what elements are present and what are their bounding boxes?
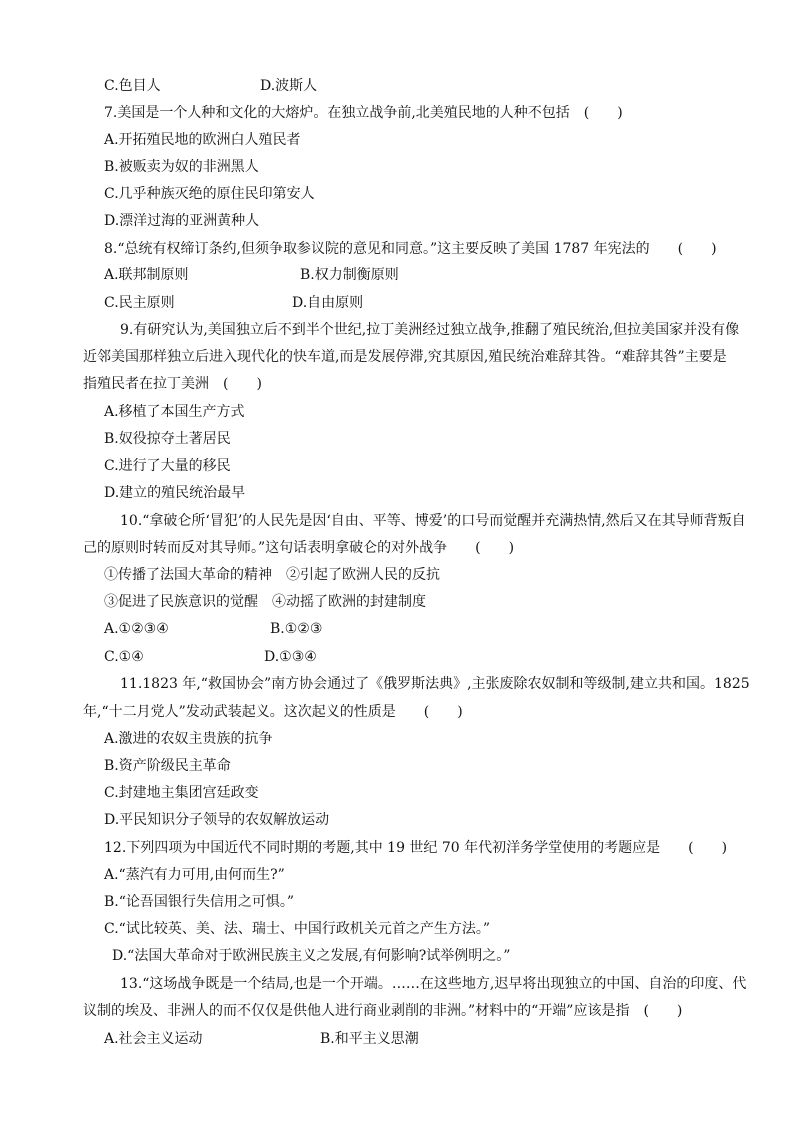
q10-stem-line-2: 己的原则时转而反对其导师。”这句话表明拿破仑的对外战争 ( ) — [83, 540, 515, 556]
q11-option-c: C.封建地主集团宫廷政变 — [104, 785, 259, 801]
q8-option-a: A.联邦制原则 — [104, 267, 189, 283]
q12-stem: 12.下列四项为中国近代不同时期的考题,其中 19 世纪 70 年代初洋务学堂使用的考题应是 ( ) — [104, 840, 728, 856]
q13-stem-line-1: 13.“这场战争既是一个结局,也是一个开端。……在这些地方,迟早将出现独立的中国、自治的印度、代 — [120, 976, 747, 992]
q10-stem-line-1: 10.“拿破仑所‘冒犯’的人民先是因‘自由、平等、博爱’的口号而觉醒并充满热情,然后又在其导师背叛自 — [120, 513, 746, 529]
q13-option-a: A.社会主义运动 — [104, 1031, 203, 1047]
q12-option-a: A.“蒸汽有力可用,由何而生?” — [104, 867, 285, 883]
q10-statements-1: ①传播了法国大革命的精神 ②引起了欧洲人民的反抗 — [104, 567, 440, 583]
q13-stem-line-2: 议制的埃及、非洲人的而不仅仅是供他人进行商业剥削的非洲。”材料中的“开端”应该是指 ( ) — [83, 1003, 683, 1019]
q11-option-d: D.平民知识分子领导的农奴解放运动 — [104, 812, 330, 828]
q11-option-b: B.资产阶级民主革命 — [104, 758, 231, 774]
q8-option-c: C.民主原则 — [104, 295, 175, 311]
q9-option-d: D.建立的殖民统治最早 — [104, 485, 246, 501]
q8-stem: 8.“总统有权缔订条约,但须争取参议院的意见和同意。”这主要反映了美国 1787 年宪法的 ( ) — [104, 241, 717, 257]
q9-option-b: B.奴役掠夺土著居民 — [104, 431, 231, 447]
q6-option-c: C.色目人 — [104, 78, 161, 94]
q10-statements-2: ③促进了民族意识的觉醒 ④动摇了欧洲的封建制度 — [104, 594, 426, 610]
q9-stem-line-1: 9.有研究认为,美国独立后不到半个世纪,拉丁美洲经过独立战争,推翻了殖民统治,但拉美国家并没有像 — [120, 322, 740, 338]
q7-stem: 7.美国是一个人种和文化的大熔炉。在独立战争前,北美殖民地的人种不包括 ( ) — [104, 105, 623, 121]
q10-option-d: D.①③④ — [264, 649, 317, 665]
q9-option-a: A.移植了本国生产方式 — [104, 404, 245, 420]
q7-option-d: D.漂洋过海的亚洲黄种人 — [104, 213, 260, 229]
q11-stem-line-2: 年,“十二月党人”发动武装起义。这次起义的性质是 ( ) — [83, 704, 463, 720]
q9-stem-line-3: 指殖民者在拉丁美洲 ( ) — [83, 376, 262, 392]
q8-option-d: D.自由原则 — [292, 295, 364, 311]
q7-option-a: A.开拓殖民地的欧洲白人殖民者 — [104, 132, 301, 148]
q7-option-b: B.被贩卖为奴的非洲黑人 — [104, 159, 259, 175]
q6-option-d: D.波斯人 — [260, 78, 318, 94]
q13-option-b: B.和平主义思潮 — [320, 1031, 419, 1047]
q10-option-b: B.①②③ — [270, 621, 323, 637]
q10-option-a: A.①②③④ — [104, 621, 169, 637]
q9-option-c: C.进行了大量的移民 — [104, 458, 231, 474]
q11-option-a: A.激进的农奴主贵族的抗争 — [104, 731, 273, 747]
q10-option-c: C.①④ — [104, 649, 144, 665]
q12-option-b: B.“论吾国银行失信用之可惧。” — [104, 894, 295, 910]
q7-option-c: C.几乎种族灭绝的原住民印第安人 — [104, 186, 315, 202]
q9-stem-line-2: 近邻美国那样独立后进入现代化的快车道,而是发展停滞,究其原因,殖民统治难辞其咎。“难辞其咎”主要是 — [83, 349, 727, 365]
q12-option-d: D.“法国大革命对于欧洲民族主义之发展,有何影响?试举例明之。” — [112, 948, 511, 964]
q11-stem-line-1: 11.1823 年,“救国协会”南方协会通过了《俄罗斯法典》,主张废除农奴制和等级制,建立共和国。1825 — [120, 676, 750, 692]
q12-option-c: C.“试比较英、美、法、瑞士、中国行政机关元首之产生方法。” — [104, 921, 490, 937]
q8-option-b: B.权力制衡原则 — [300, 267, 399, 283]
